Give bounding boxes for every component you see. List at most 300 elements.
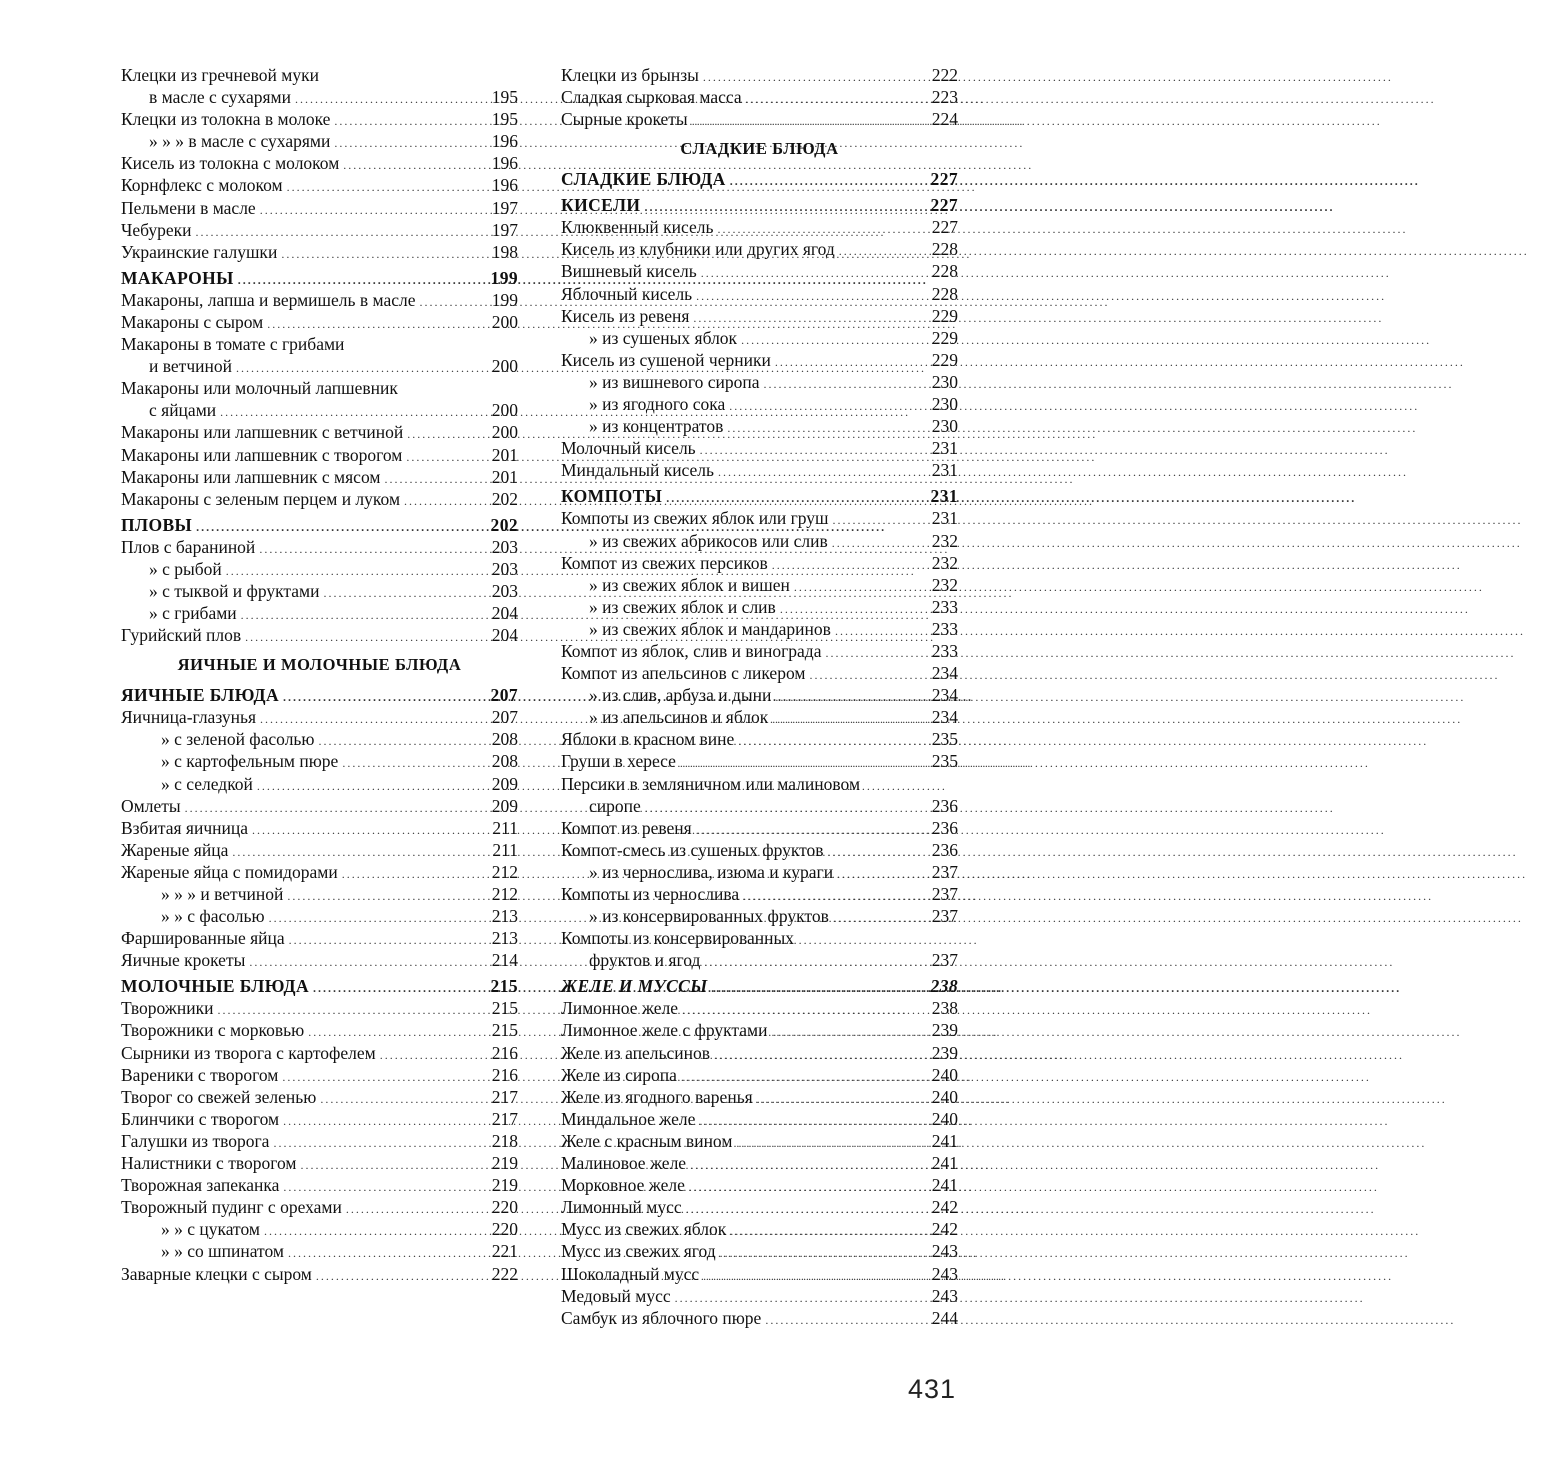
entry-title: Медовый мусс <box>561 1285 671 1306</box>
dot-leader <box>730 1220 930 1242</box>
entry-page-number: 229 <box>931 305 958 326</box>
entry-title: Желе из апельсинов <box>561 1042 710 1063</box>
dot-leader <box>738 730 929 752</box>
toc-entry <box>561 640 958 662</box>
toc-entry <box>561 1263 958 1285</box>
dot-leader <box>282 1066 489 1088</box>
toc-entry <box>561 662 958 684</box>
dot-leader <box>736 1132 929 1154</box>
dot-leader <box>308 1021 490 1043</box>
dot-leader <box>833 509 930 531</box>
dot-leader <box>680 752 930 774</box>
entry-title: Вишневый кисель <box>561 261 697 282</box>
entry-title: » с селедкой <box>161 773 253 794</box>
entry-page-number: 219 <box>491 1153 518 1174</box>
toc-entry <box>121 1042 518 1064</box>
entry-page-number: 232 <box>931 552 958 573</box>
entry-page-number: 243 <box>931 1285 958 1306</box>
entry-title: » из вишневого сиропа <box>589 371 760 392</box>
entry-title: Кисель из толокна с молоком <box>121 153 340 174</box>
entry-page-number: 230 <box>931 371 958 392</box>
toc-entry <box>561 706 958 728</box>
entry-page-number: 199 <box>491 289 518 310</box>
entry-page-number: 224 <box>931 109 958 130</box>
entry-title: » из сушеных яблок <box>589 327 738 348</box>
dot-leader <box>837 863 930 885</box>
entry-title: Лимонное желе <box>561 998 679 1019</box>
section-entry <box>561 971 958 997</box>
entry-title: Компот из апельсинов с ликером <box>561 663 806 684</box>
entry-page-number: 201 <box>491 466 518 487</box>
entry-page-number: 216 <box>491 1064 518 1085</box>
toc-entry <box>561 305 958 327</box>
entry-page-number: 212 <box>491 861 518 882</box>
dot-leader <box>407 423 489 445</box>
entry-title: Клецки из гречневой муки <box>121 65 319 85</box>
toc-entry <box>561 750 958 772</box>
dot-leader <box>743 885 930 907</box>
entry-page-number: 196 <box>491 153 518 174</box>
dot-leader <box>765 1309 929 1331</box>
entry-title: Лимонное желе с фруктами <box>561 1020 768 1041</box>
toc-entry <box>561 260 958 282</box>
toc-entry <box>121 728 518 750</box>
entry-title: Украинские галушки <box>121 241 278 262</box>
entry-title: Чебуреки <box>121 219 192 240</box>
toc-entry <box>121 219 518 241</box>
dot-leader <box>675 1287 930 1309</box>
entry-title: Миндальное желе <box>561 1108 696 1129</box>
entry-page-number: 222 <box>931 65 958 85</box>
toc-entry <box>561 1086 958 1108</box>
entry-page-number: 215 <box>491 998 518 1019</box>
dot-leader <box>825 642 929 664</box>
dot-leader <box>420 291 490 313</box>
dot-leader <box>259 538 489 560</box>
dot-leader <box>696 819 930 841</box>
toc-entry <box>561 927 958 949</box>
entry-page-number: 229 <box>931 327 958 348</box>
entry-title: ЯИЧНЫЕ БЛЮДА <box>121 685 279 706</box>
entry-page-number: 197 <box>491 219 518 240</box>
dot-leader <box>832 532 930 554</box>
toc-entry <box>561 1108 958 1130</box>
entry-page-number: 218 <box>491 1130 518 1151</box>
entry-page-number: 234 <box>931 685 958 706</box>
entry-title: Творожники с морковью <box>121 1020 305 1041</box>
dot-leader <box>681 1066 930 1088</box>
entry-page-number: 227 <box>931 217 958 238</box>
entry-page-number: 240 <box>931 1108 958 1129</box>
dot-leader <box>252 819 490 841</box>
entry-page-number: 208 <box>491 729 518 750</box>
entry-title: Сладкая сырковая масса <box>561 87 742 108</box>
dot-leader <box>267 313 490 335</box>
toc-entry <box>121 130 518 152</box>
toc-entry <box>121 377 518 399</box>
toc-entry <box>561 596 958 618</box>
dot-leader <box>772 554 930 576</box>
entry-title: Сырники из творога с картофелем <box>121 1042 376 1063</box>
toc-entry <box>121 997 518 1019</box>
entry-title: Макароны или лапшевник с мясом <box>121 466 381 487</box>
toc-entry <box>561 371 958 393</box>
entry-page-number: 200 <box>491 311 518 332</box>
dot-leader <box>283 1176 489 1198</box>
dot-leader <box>346 1198 490 1220</box>
dot-leader <box>289 929 490 951</box>
toc-entry <box>121 355 518 377</box>
toc-entry <box>121 750 518 772</box>
entry-title: Шоколадный мусс <box>561 1263 700 1284</box>
toc-entry <box>121 86 518 108</box>
toc-entry <box>121 421 518 443</box>
entry-page-number: 240 <box>931 1086 958 1107</box>
dot-leader <box>260 708 490 730</box>
entry-title: Миндальный кисель <box>561 460 715 481</box>
dot-leader <box>764 373 930 395</box>
entry-page-number: 214 <box>491 950 518 971</box>
dot-leader <box>334 110 489 132</box>
entry-page-number: 217 <box>491 1086 518 1107</box>
entry-page-number: 228 <box>931 239 958 260</box>
entry-page-number: 219 <box>491 1175 518 1196</box>
section-entry <box>121 971 518 997</box>
toc-entry <box>561 905 958 927</box>
toc-entry <box>561 839 958 861</box>
entry-title: Мусс из свежих ягод <box>561 1241 716 1262</box>
entry-title: Яблоки в красном вине <box>561 729 735 750</box>
entry-page-number: 241 <box>931 1130 958 1151</box>
entry-page-number: 215 <box>490 976 518 997</box>
toc-entry <box>121 108 518 130</box>
dot-leader <box>727 417 929 439</box>
entry-title: с яйцами <box>149 400 217 421</box>
entry-title: » с тыквой и фруктами <box>149 580 320 601</box>
entry-page-number: 230 <box>931 394 958 415</box>
entry-page-number: 238 <box>931 998 958 1019</box>
toc-entry <box>561 795 958 817</box>
toc-entry <box>561 949 958 971</box>
dot-leader <box>287 885 489 907</box>
toc-entry <box>561 1174 958 1196</box>
entry-title: Компоты из чернослива <box>561 884 740 904</box>
dot-leader <box>717 218 929 240</box>
dot-leader <box>384 468 489 490</box>
entry-title: Яичница-глазунья <box>121 707 257 728</box>
entry-title: Компоты из консервированных <box>561 928 795 949</box>
toc-entry <box>121 624 518 646</box>
toc-entry <box>561 530 958 552</box>
dot-leader <box>772 1021 930 1043</box>
toc-entry <box>561 728 958 750</box>
toc-entry <box>121 558 518 580</box>
dot-leader <box>264 1220 490 1242</box>
entry-page-number: 222 <box>491 1263 518 1284</box>
entry-page-number: 200 <box>491 422 518 443</box>
toc-entry <box>561 459 958 481</box>
entry-page-number: 197 <box>491 197 518 218</box>
entry-page-number: 217 <box>491 1108 518 1129</box>
entry-page-number: 196 <box>491 131 518 152</box>
toc-entry <box>561 1130 958 1152</box>
section-entry <box>561 481 958 507</box>
entry-title: Компот из ревеня <box>561 817 692 838</box>
dot-leader <box>704 951 929 973</box>
toc-entry <box>561 507 958 529</box>
dot-leader <box>320 1088 489 1110</box>
dot-leader <box>775 351 930 373</box>
entry-page-number: 228 <box>931 283 958 304</box>
toc-entry <box>121 1152 518 1174</box>
entry-page-number: 233 <box>931 618 958 639</box>
dot-leader <box>741 329 930 351</box>
entry-title: Компоты из свежих яблок или груш <box>561 508 829 529</box>
dot-leader <box>324 582 490 604</box>
entry-page-number: 202 <box>490 514 518 535</box>
entry-page-number: 212 <box>491 884 518 904</box>
entry-title: Макароны, лапша и вермишель в масле <box>121 289 416 310</box>
toc-entry <box>561 327 958 349</box>
section-entry <box>121 263 518 289</box>
entry-title: Желе из ягодного варенья <box>561 1086 753 1107</box>
entry-title: » с картофельным пюре <box>161 751 339 772</box>
entry-title: Молочный кисель <box>561 438 696 459</box>
toc-entry <box>561 283 958 305</box>
entry-title: » с зеленой фасолью <box>161 729 315 750</box>
dot-leader <box>295 88 490 110</box>
toc-entry <box>121 706 518 728</box>
entry-title: » » » в масле с сухарями <box>149 131 331 152</box>
entry-page-number: 202 <box>491 488 518 509</box>
entry-title: » » со шпинатом <box>161 1241 284 1262</box>
entry-page-number: 244 <box>931 1307 958 1328</box>
entry-title: » из свежих яблок и вишен <box>589 574 790 595</box>
dot-leader <box>720 1242 930 1264</box>
toc-entry <box>561 574 958 596</box>
entry-page-number: 242 <box>931 1197 958 1218</box>
toc-entry <box>561 1064 958 1086</box>
entry-title: Компот из свежих персиков <box>561 552 768 573</box>
dot-leader <box>690 1154 930 1176</box>
entry-title: Яичные крокеты <box>121 950 246 971</box>
entry-title: Омлеты <box>121 795 181 816</box>
entry-title: » из консервированных фруктов <box>589 906 829 927</box>
entry-title: сиропе <box>589 795 641 816</box>
entry-page-number: 239 <box>931 1020 958 1041</box>
entry-title: » из свежих яблок и мандаринов <box>589 618 831 639</box>
entry-page-number: 220 <box>491 1219 518 1240</box>
entry-page-number: 231 <box>931 438 958 459</box>
entry-title: Клюквенный кисель <box>561 217 714 238</box>
toc-entry <box>121 1174 518 1196</box>
entry-page-number: 203 <box>491 536 518 557</box>
toc-entry <box>561 773 958 795</box>
dot-leader <box>835 620 930 642</box>
entry-title: Творожная запеканка <box>121 1175 280 1196</box>
entry-page-number: 236 <box>931 817 958 838</box>
toc-entry <box>561 1240 958 1262</box>
toc-entry <box>121 488 518 510</box>
toc-entry <box>561 997 958 1019</box>
entry-page-number: 237 <box>931 906 958 927</box>
dot-leader <box>185 797 490 819</box>
entry-title: ЖЕЛЕ И МУССЫ <box>561 976 708 997</box>
dot-leader <box>729 395 930 417</box>
entry-page-number: 228 <box>931 261 958 282</box>
toc-entry <box>561 1285 958 1307</box>
entry-page-number: 237 <box>931 950 958 971</box>
entry-title: Корнфлекс с молоком <box>121 175 283 196</box>
entry-page-number: 233 <box>931 596 958 617</box>
entry-page-number: 220 <box>491 1197 518 1218</box>
entry-page-number: 196 <box>491 175 518 196</box>
toc-right-column <box>561 64 958 1329</box>
dot-leader <box>343 154 489 176</box>
toc-entry <box>561 1042 958 1064</box>
entry-title: Клецки из брынзы <box>561 65 699 85</box>
toc-entry <box>121 152 518 174</box>
toc-entry <box>561 1196 958 1218</box>
dot-leader <box>273 1132 489 1154</box>
toc-entry <box>121 1130 518 1152</box>
entry-title: Вареники с творогом <box>121 1064 279 1085</box>
dot-leader <box>775 686 929 708</box>
toc-entry <box>121 839 518 861</box>
entry-title: ПЛОВЫ <box>121 514 193 535</box>
toc-entry <box>121 241 518 263</box>
entry-title: Взбитая яичница <box>121 817 248 838</box>
entry-title: Мусс из свежих яблок <box>561 1219 727 1240</box>
toc-entry <box>561 1218 958 1240</box>
page-number: 431 <box>908 1374 957 1404</box>
dot-leader <box>288 1242 490 1264</box>
entry-title: » с рыбой <box>149 558 222 579</box>
entry-page-number: 207 <box>490 685 518 706</box>
chapter-heading: СЛАДКИЕ БЛЮДА <box>680 139 839 159</box>
dot-leader <box>196 221 490 243</box>
entry-page-number: 232 <box>931 530 958 551</box>
toc-entry <box>561 393 958 415</box>
toc-entry <box>121 399 518 421</box>
entry-title: Желе из сиропа <box>561 1064 677 1085</box>
dot-leader <box>236 357 490 379</box>
entry-title: Лимонный мусс <box>561 1197 682 1218</box>
dot-leader <box>703 66 930 88</box>
dot-leader <box>757 1088 930 1110</box>
entry-title: Жареные яйца <box>121 839 229 860</box>
dot-leader <box>809 664 929 686</box>
entry-title: Кисель из клубники или других ягод <box>561 239 835 260</box>
dot-leader <box>318 730 489 752</box>
entry-page-number: 237 <box>931 884 958 904</box>
entry-page-number: 208 <box>491 751 518 772</box>
section-entry <box>561 164 958 190</box>
entry-page-number: 204 <box>491 603 518 624</box>
entry-page-number: 229 <box>931 349 958 370</box>
entry-page-number: 241 <box>931 1175 958 1196</box>
dot-leader <box>217 999 489 1021</box>
entry-title: Груши в хересе <box>561 751 676 772</box>
toc-entry <box>121 444 518 466</box>
dot-leader <box>828 841 930 863</box>
section-entry <box>121 510 518 536</box>
toc-entry <box>121 927 518 949</box>
entry-page-number: 207 <box>491 707 518 728</box>
entry-title: Персики в земляничном или малиновом <box>561 773 861 794</box>
dot-leader <box>703 1265 930 1287</box>
entry-title: Налистники с творогом <box>121 1153 297 1174</box>
dot-leader <box>281 243 489 265</box>
toc-entry <box>561 86 958 108</box>
dot-leader <box>700 439 930 461</box>
toc-entry <box>121 1019 518 1041</box>
dot-leader <box>780 598 930 620</box>
entry-title: » из свежих абрикосов или слив <box>589 530 828 551</box>
toc-entry <box>121 795 518 817</box>
entry-page-number: 231 <box>930 486 958 507</box>
toc-entry <box>561 684 958 706</box>
dot-leader <box>794 576 930 598</box>
toc-entry <box>121 333 518 355</box>
entry-page-number: 204 <box>491 625 518 646</box>
dot-leader <box>226 560 490 582</box>
entry-page-number: 201 <box>491 444 518 465</box>
entry-page-number: 234 <box>931 707 958 728</box>
entry-page-number: 203 <box>491 580 518 601</box>
dot-leader <box>269 907 490 929</box>
entry-page-number: 216 <box>491 1042 518 1063</box>
entry-title: МАКАРОНЫ <box>121 267 234 288</box>
toc-entry <box>561 64 958 86</box>
entry-page-number: 240 <box>931 1064 958 1085</box>
dot-leader <box>839 240 930 262</box>
toc-entry <box>561 552 958 574</box>
entry-page-number: 227 <box>930 195 958 216</box>
entry-page-number: 211 <box>492 817 518 838</box>
dot-leader <box>692 110 930 132</box>
entry-title: » из свежих яблок и слив <box>589 596 776 617</box>
entry-page-number: 203 <box>491 558 518 579</box>
entry-page-number: 236 <box>931 795 958 816</box>
toc-entry <box>121 949 518 971</box>
entry-title: фруктов и ягод <box>589 950 701 971</box>
dot-leader <box>380 1044 490 1066</box>
entry-title: Яблочный кисель <box>561 283 693 304</box>
toc-entry <box>121 197 518 219</box>
dot-leader <box>316 1265 490 1287</box>
toc-entry <box>561 349 958 371</box>
dot-leader <box>746 88 930 110</box>
toc-entry <box>121 1196 518 1218</box>
dot-leader <box>220 401 490 423</box>
toc-entry <box>121 1218 518 1240</box>
entry-title: » из апельсинов и яблок <box>589 707 769 728</box>
dot-leader <box>696 285 930 307</box>
entry-page-number: 198 <box>491 241 518 262</box>
entry-page-number: 241 <box>931 1153 958 1174</box>
entry-page-number: 239 <box>931 1042 958 1063</box>
section-entry <box>561 190 958 216</box>
toc-entry <box>121 602 518 624</box>
entry-title: Кисель из ревеня <box>561 305 690 326</box>
entry-page-number: 211 <box>492 839 518 860</box>
entry-page-number: 221 <box>491 1241 518 1262</box>
entry-title: Морковное желе <box>561 1175 685 1196</box>
entry-page-number: 195 <box>491 109 518 130</box>
entry-title: Макароны или молочный лапшевник <box>121 378 398 399</box>
toc-entry <box>561 415 958 437</box>
